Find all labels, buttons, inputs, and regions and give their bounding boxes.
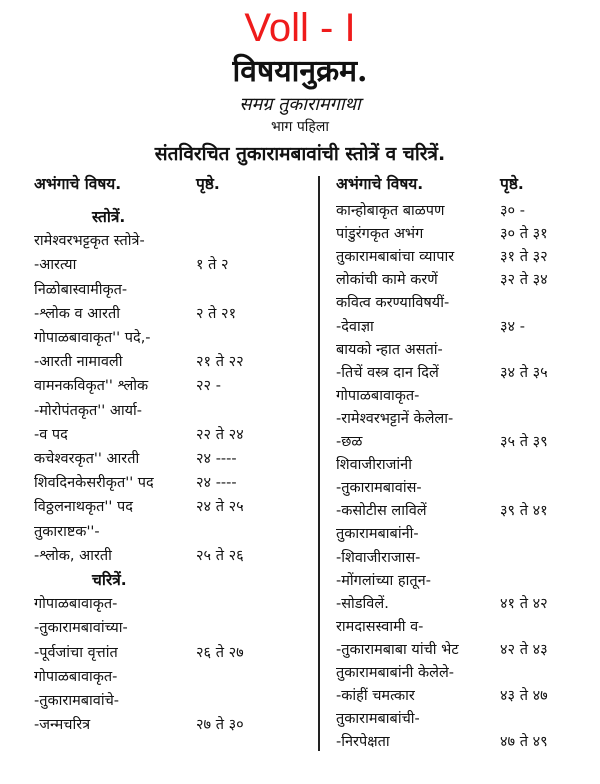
left-row-subject: -व पद — [34, 426, 68, 443]
right-row-subject: -तिचें वस्त्र दान दिलें — [336, 364, 439, 381]
left-row-pages: १ ते २ — [196, 257, 229, 274]
left-row-subject: गोपाळबावाकृत'' पदे,- — [34, 330, 151, 346]
right-row-pages: ३५ ते ३९ — [500, 434, 548, 450]
right-row-subject: -कांहीं चमत्कार — [336, 688, 415, 705]
left-row-subject: वामनकविकृत'' श्लोक — [34, 378, 149, 395]
left-row-subject: -आरत्या — [34, 257, 77, 274]
left-header-subject: अभंगाचे विषय. — [34, 175, 122, 193]
right-header-pages: पृष्ठे. — [500, 175, 524, 193]
left-row-subject: निळोबास्वामीकृत- — [34, 281, 128, 298]
right-row-subject: -कसोटीस लाविलें — [336, 503, 427, 520]
right-row-subject: पांडुरंगकृत अभंग — [336, 226, 424, 243]
right-header-subject: अभंगाचे विषय. — [336, 175, 424, 193]
book-subtitle: समग्र तुकारामगाथा — [239, 94, 361, 115]
right-row-subject: तुकारामबाबांचा व्यापार — [336, 249, 455, 266]
right-row-pages: ३४ ते ३५ — [500, 364, 548, 381]
left-row-subject: -जन्मचरित्र — [34, 717, 91, 734]
part-label: भाग पहिला — [271, 119, 329, 135]
right-row-subject: -तुकारामबाबा यांची भेट — [336, 641, 459, 658]
volume-label: Voll - I — [244, 6, 356, 50]
left-row-subject: कचेश्वरकृत'' आरती — [34, 451, 140, 467]
left-row-subject: -पूर्वजांचा वृत्तांत — [34, 644, 118, 661]
right-row-subject: तुकारामबाबांची- — [336, 711, 420, 728]
right-row-subject: बायको न्हात असतां- — [336, 341, 443, 358]
page-title: विषयानुक्रम. — [232, 54, 368, 89]
left-row-pages: २६ ते २७ — [196, 644, 244, 661]
left-row-subject: विठ्ठलनाथकृत'' पद — [34, 499, 133, 516]
left-section-heading: स्तोत्रें. — [92, 208, 126, 226]
left-row-subject: गोपाळबावाकृत- — [34, 668, 118, 685]
right-row-subject: गोपाळबावाकृत- — [336, 387, 420, 404]
right-row-pages: ३९ ते ४१ — [500, 503, 548, 520]
left-row-pages: २१ ते २२ — [196, 354, 244, 371]
left-row-pages: २७ ते ३० — [196, 717, 244, 734]
column-divider — [318, 176, 320, 751]
right-row-subject: तुकारामबाबांनी- — [336, 526, 419, 543]
right-row-subject: -निरपेक्षता — [336, 734, 390, 751]
right-row-subject: लोकांची कामे करणें — [336, 272, 438, 289]
right-row-subject: -मोंगलांच्या हातून- — [336, 572, 431, 589]
right-row-subject: तुकारामबाबांनी केलेले- — [336, 665, 455, 681]
right-row-subject: रामदासस्वामी व- — [336, 618, 424, 635]
right-row-pages: ४७ ते ४९ — [500, 734, 548, 751]
right-row-pages: ३४ - — [500, 318, 525, 335]
left-row-subject: -श्लोक व आरती — [34, 305, 120, 322]
left-row-pages: २५ ते २६ — [196, 547, 244, 564]
left-row-subject: गोपाळबावाकृत- — [34, 596, 118, 613]
right-row-subject: -रामेश्वरभट्टानें केलेला- — [336, 410, 454, 427]
left-row-pages: २२ - — [196, 378, 221, 395]
right-row-pages: ४३ ते ४७ — [500, 688, 548, 705]
right-row-subject: शिवाजीराजांनी — [336, 457, 412, 474]
left-row-subject: -तुकारामबावांचे- — [34, 693, 120, 709]
left-row-subject: -श्लोक, आरती — [34, 547, 112, 564]
right-row-subject: -शिवाजीराजास- — [336, 549, 421, 566]
left-row-subject: -तुकारामबावांच्या- — [34, 620, 128, 637]
left-row-subject: तुकाराष्टक''- — [34, 523, 100, 540]
right-row-subject: -तुकारामबावांस- — [336, 480, 422, 497]
left-row-subject: -आरती नामावली — [34, 354, 123, 371]
left-row-subject: रामेश्वरभट्टकृत स्तोत्रे- — [34, 233, 145, 250]
right-row-pages: ३२ ते ३४ — [500, 272, 548, 289]
right-row-subject: -छळ — [336, 434, 363, 450]
right-row-subject: कवित्व करण्याविषयीं- — [336, 295, 450, 312]
left-header-pages: पृष्ठे. — [196, 175, 220, 193]
right-row-pages: ३० - — [500, 203, 525, 219]
right-row-subject: कान्होबाकृत बाळपण — [336, 203, 445, 219]
section-heading: संतविरचित तुकारामबावांची स्तोत्रें व चरित्रें. — [154, 143, 446, 165]
left-row-pages: २४ ---- — [196, 451, 237, 467]
left-row-pages: २४ ते २५ — [196, 499, 244, 516]
left-row-subject: -मोरोपंतकृत'' आर्या- — [34, 402, 143, 419]
right-row-subject: -देवाज्ञा — [336, 318, 374, 335]
left-row-pages: २ ते २१ — [196, 305, 237, 322]
right-row-pages: ४१ ते ४२ — [500, 595, 548, 612]
left-row-subject: शिवदिनकेसरीकृत'' पद — [34, 475, 154, 492]
right-row-subject: -सोडविलें. — [336, 595, 389, 612]
right-row-pages: ३१ ते ३२ — [500, 249, 548, 266]
left-row-pages: २२ ते २४ — [196, 426, 244, 443]
left-row-pages: २४ ---- — [196, 475, 237, 492]
right-row-pages: ४२ ते ४३ — [500, 641, 548, 658]
right-row-pages: ३० ते ३१ — [500, 226, 548, 243]
left-section-heading: चरित्रें. — [92, 571, 127, 589]
